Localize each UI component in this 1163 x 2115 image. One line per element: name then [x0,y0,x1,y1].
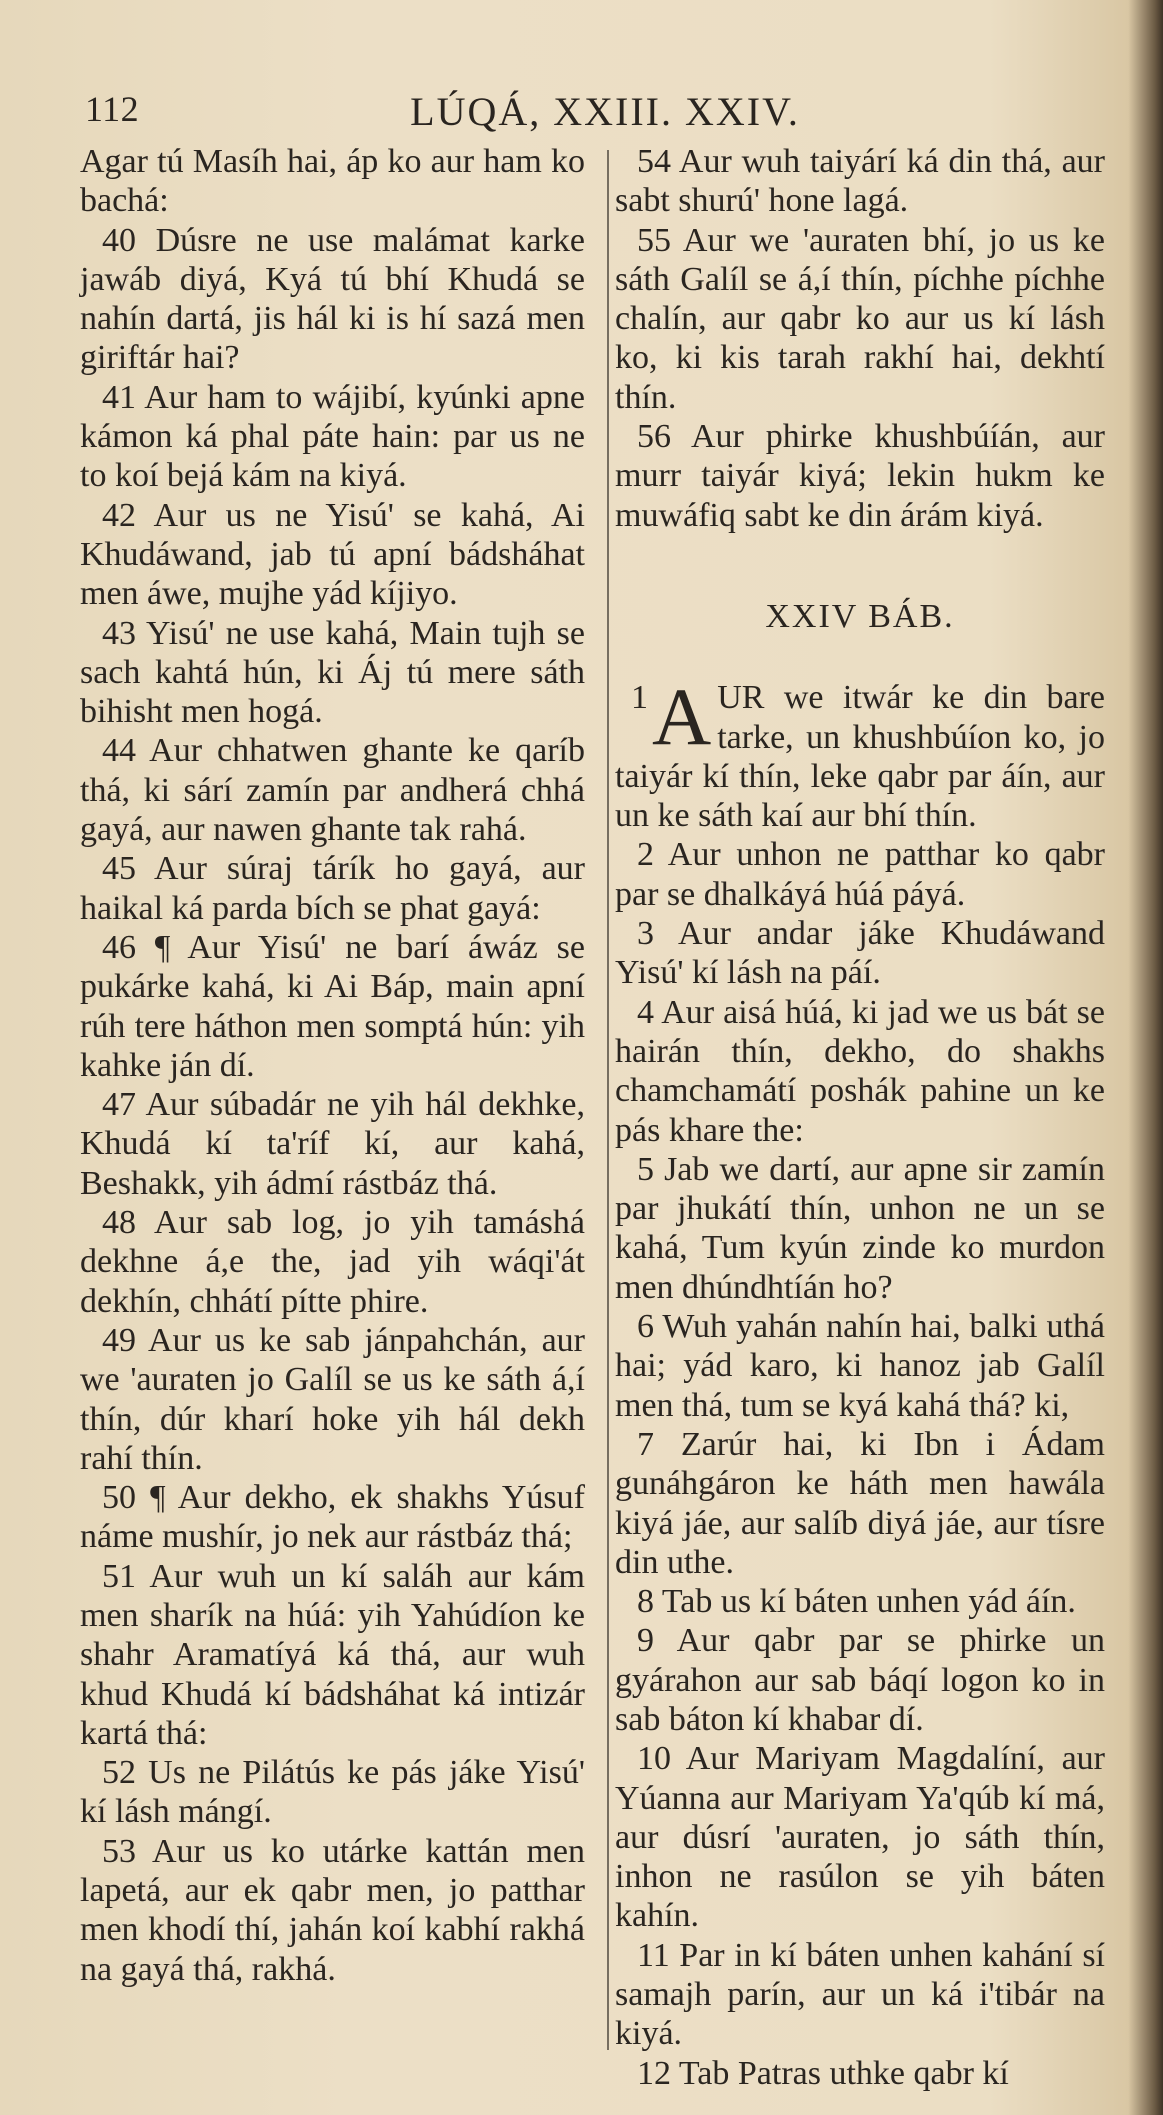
drop-cap-letter: A [652,671,712,763]
verse-paragraph: 10 Aur Mariyam Magdalíní, aur Yúanna aur Mariyam Ya'qúb kí má, aur dúsrí 'auraten, jo sáth thín, inhon ne rasúlon se yih báten kahín. [615,1740,1105,1935]
verse-paragraph: 45 Aur súraj tárík ho gayá, aur haikal ká parda bích se phat gayá: [80,850,585,927]
verse-paragraph: 9 Aur qabr par se phirke un gyárahon aur sab báqí logon ko in sab báton kí khabar dí. [615,1622,1105,1738]
column-divider [607,150,609,2050]
verse-paragraph: 4 Aur aisá húá, ki jad we us bát se hairán thín, dekho, do shakhs chamchamátí poshák pahine un ke pás khare the: [615,993,1105,1149]
verse-paragraph: 52 Us ne Pilátús ke pás jáke Yisú' kí lásh mángí. [80,1754,585,1831]
page-header [85,88,1125,140]
verse-paragraph: 6 Wuh yahán nahín hai, balki uthá hai; yád karo, ki hanoz jab Galíl men thá, tum se kyá kahá thá? ki, [615,1308,1105,1424]
right-column [615,142,1105,2093]
verse-paragraph: 53 Aur us ko utárke kattán men lapetá, aur ek qabr men, jo patthar men khodí thí, jahán koí kabhí rakhá na gayá thá, rakhá. [80,1832,585,1988]
verse-paragraph: 48 Aur sab log, jo yih tamáshá dekhne á,e the, jad yih wáqi'át dekhín, chhátí pítte phire. [80,1204,585,1320]
chapter-heading: XXIV BÁB. [765,597,955,635]
verse-paragraph: 8 Tab us kí báten unhen yád áín. [637,1583,1076,1621]
verse-paragraph: 47 Aur súbadár ne yih hál dekhke, Khudá kí ta'ríf kí, aur kahá, Beshakk, yih ádmí rástbáz thá. [80,1086,585,1202]
first-verse-text: UR we itwár ke din bare tarke, un khushbúíon ko, jo taiyár kí thín, leke qabr par áín, aur un ke sáth kaí aur bhí thín. [615,679,1105,835]
verse-paragraph: 2 Aur unhon ne patthar ko qabr par se dhalkáyá húá páyá. [615,836,1105,913]
verse-paragraph: 5 Jab we dartí, aur apne sir zamín par jhukátí thín, unhon ne un se kahá, Tum kyún zinde ko murdon men dhúndhtíán ho? [615,1150,1105,1306]
verse-paragraph: 43 Yisú' ne use kahá, Main tujh se sach kahtá hún, ki Áj tú mere sáth bihisht men hogá. [80,614,585,731]
verse-paragraph: 54 Aur wuh taiyárí ká din thá, aur sabt shurú' hone lagá. [615,143,1105,220]
verse-paragraph: Agar tú Masíh hai, áp ko aur ham ko bachá: [80,143,585,220]
page-number: 112 [85,89,140,129]
verse-paragraph: 11 Par in kí báten unhen kahání sí samajh parín, aur un ká i'tibár na kiyá. [615,1936,1105,2053]
verse-paragraph: 50 ¶ Aur dekho, ek shakhs Yúsuf náme mushír, jo nek aur rástbáz thá; [80,1479,585,1556]
chapter-first-verse [615,671,1105,835]
verse-paragraph: 12 Tab Patras uthke qabr kí [637,2054,1009,2092]
verse-paragraph: 41 Aur ham to wájibí, kyúnki apne kámon ká phal páte hain: par us ne to koí bejá kám na kiyá. [80,378,585,495]
verse-paragraph: 55 Aur we 'auraten bhí, jo us ke sáth Galíl se á,í thín, píchhe píchhe chalín, aur qabr ko aur us kí lásh ko, ki kis tarah rakhí hai, dekhtí thín. [615,221,1105,416]
verse-paragraph: 42 Aur us ne Yisú' se kahá, Ai Khudáwand, jab tú apní bádsháhat men áwe, mujhe yád kíjiyo. [80,496,585,613]
verse-paragraph: 56 Aur phirke khushbúíán, aur murr taiyár kiyá; lekin hukm ke muwáfiq sabt ke din árám kiyá. [615,418,1105,534]
verse-paragraph: 44 Aur chhatwen ghante ke qaríb thá, ki sárí zamín par andherá chhá gayá, aur nawen ghante tak rahá. [80,732,585,849]
verse-paragraph: 49 Aur us ke sab jánpahchán, aur we 'auraten jo Galíl se us ke sáth á,í thín, dúr kharí hoke yih hál dekh rahí thín. [80,1321,585,1477]
verse-number: 1 [631,679,648,717]
verse-paragraph: 3 Aur andar jáke Khudáwand Yisú' kí lásh na páí. [615,915,1105,992]
running-title: LÚQÁ, XXIII. XXIV. [410,89,800,134]
left-column [80,142,585,1989]
verse-paragraph: 7 Zarúr hai, ki Ibn i Ádam gunáhgáron ke háth men hawála kiyá jáe, aur salíb diyá jáe, aur tísre din uthe. [615,1425,1105,1581]
verse-paragraph: 46 ¶ Aur Yisú' ne barí áwáz se pukárke kahá, ki Ai Báp, main apní rúh tere háthon men somptá hún: yih kahke ján dí. [80,928,585,1084]
verse-paragraph: 51 Aur wuh un kí saláh aur kám men sharík na húá: yih Yahúdíon ke shahr Aramatíyá ká thá, aur wuh khud Khudá kí bádsháhat ká intizár kartá thá: [80,1557,585,1752]
verse-paragraph: 40 Dúsre ne use malámat karke jawáb diyá, Kyá tú bhí Khudá se nahín dartá, jis hál ki is hí sazá men giriftár hai? [80,221,585,377]
